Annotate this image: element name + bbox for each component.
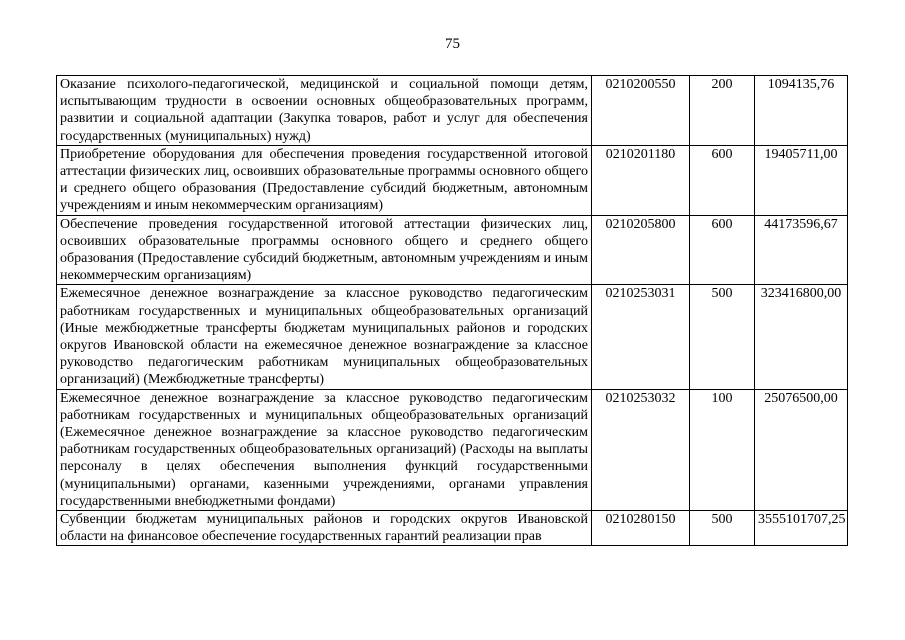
row-description: Приобретение оборудования для обеспечения проведения государственной итоговой аттестации физических лиц, освоивших образовательные программы основного общего и среднего общего образования (Предоставление субсидий бюджетным, автономным учреждениям и иным некоммерческим организациям) [57,145,592,215]
budget-table [56,75,848,546]
row-amount: 44173596,67 [755,215,848,285]
table-row [57,215,848,285]
row-amount: 19405711,00 [755,145,848,215]
row-amount: 1094135,76 [755,76,848,146]
row-description: Оказание психолого-педагогической, медицинской и социальной помощи детям, испытывающим трудности в освоении основных общеобразовательных программ, развитии и социальной адаптации (Закупка товаров, работ и услуг для обеспечения государственных (муниципальных) нужд) [57,76,592,146]
row-expense-type: 100 [690,389,755,510]
row-code: 0210253032 [592,389,690,510]
row-description: Ежемесячное денежное вознаграждение за классное руководство педагогическим работникам государственных и муниципальных общеобразовательных организаций (Иные межбюджетные трансферты бюджетам муниципальных районов и городских округов Ивановской области на ежемесячное денежное вознаграждение за классное руководство педагогическим работникам муниципальных общеобразовательных организаций) (Межбюджетные трансферты) [57,285,592,389]
row-amount: 25076500,00 [755,389,848,510]
row-code: 0210205800 [592,215,690,285]
page-number: 75 [445,36,460,52]
row-expense-type: 500 [690,285,755,389]
row-code: 0210200550 [592,76,690,146]
row-description: Ежемесячное денежное вознаграждение за классное руководство педагогическим работникам государственных и муниципальных общеобразовательных организаций (Ежемесячное денежное вознаграждение за классное руководство педагогическим работникам государственных общеобразовательных организаций) (Расходы на выплаты персоналу в целях обеспечения выполнения функций государственными (муниципальными) органами, казенными учреждениями, органами управления государственными внебюджетными фондами) [57,389,592,510]
row-code: 0210201180 [592,145,690,215]
row-expense-type: 500 [690,511,755,546]
row-amount: 323416800,00 [755,285,848,389]
row-code: 0210253031 [592,285,690,389]
table-row [57,389,848,510]
row-code: 0210280150 [592,511,690,546]
table-row [57,76,848,146]
row-amount: 3555101707,25 [755,511,848,546]
row-expense-type: 200 [690,76,755,146]
table-row [57,511,848,546]
row-expense-type: 600 [690,145,755,215]
table-row [57,285,848,389]
table-row [57,145,848,215]
row-expense-type: 600 [690,215,755,285]
row-description: Субвенции бюджетам муниципальных районов и городских округов Ивановской области на финансовое обеспечение государственных гарантий реализации прав [57,511,592,546]
row-description: Обеспечение проведения государственной итоговой аттестации физических лиц, освоивших образовательные программы основного общего и среднего общего образования (Предоставление субсидий бюджетным, автономным учреждениям и иным некоммерческим организациям) [57,215,592,285]
